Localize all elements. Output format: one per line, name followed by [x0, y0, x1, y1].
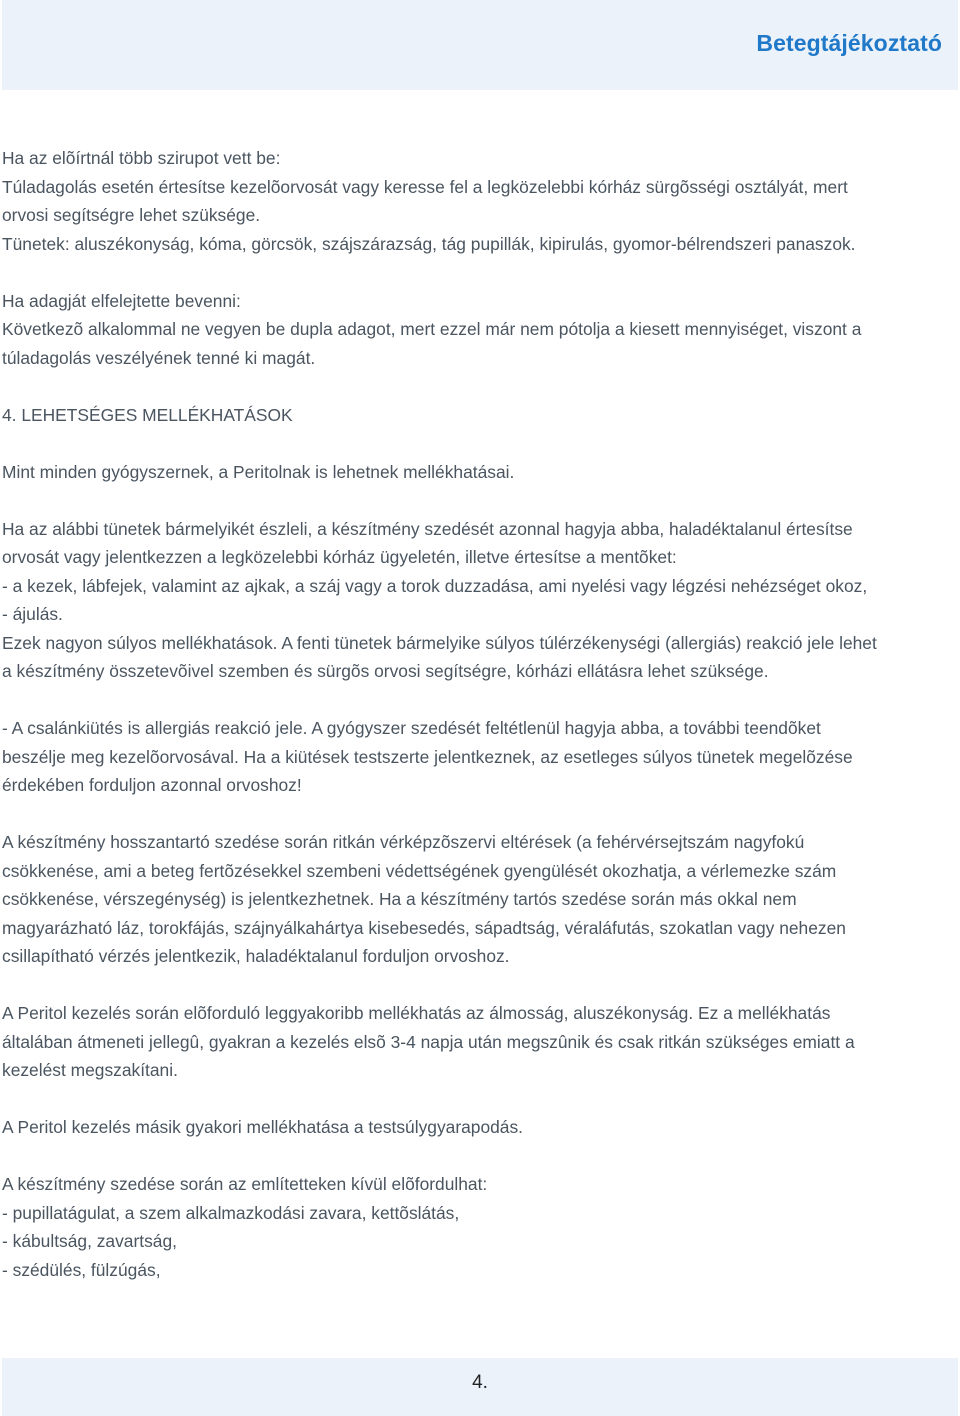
text-line: - a kezek, lábfejek, valamint az ajkak, a száj vagy a torok duzzadása, ami nyelési vagy légzési nehézséget okoz,: [2, 575, 868, 596]
text-line: A Peritol kezelés másik gyakori mellékhatása a testsúlygyarapodás.: [2, 1117, 524, 1137]
paragraph-gap: [2, 372, 960, 401]
text-line: 4. LEHETSÉGES MELLÉKHATÁSOK: [2, 404, 293, 425]
paragraph-gap: [2, 258, 960, 287]
text-line: csökkenése, vérszegénység) is jelentkezhetnek. Ha a készítmény tartós szedése során más okkal nem: [2, 889, 797, 909]
text-line: Ezek nagyon súlyos mellékhatások. A fenti tünetek bármelyike súlyos túlérzékenységi (allergiás) reakció jele lehet: [2, 632, 877, 653]
text-line: - szédülés, fülzúgás,: [2, 1259, 161, 1280]
text-line: Mint minden gyógyszernek, a Peritolnak is lehetnek mellékhatásai.: [2, 461, 515, 482]
text-line: - ájulás.: [2, 604, 63, 624]
document-body: [2, 144, 960, 1284]
text-line: orvosát vagy jelentkezzen a legközelebbi kórház ügyeletén, illetve értesítse a mentõket:: [2, 547, 677, 567]
text-line: általában átmeneti jellegû, gyakran a kezelés elsõ 3-4 napja után megszûnik és csak ritkán szükséges emiatt a: [2, 1031, 855, 1052]
text-line: érdekében forduljon azonnal orvoshoz!: [2, 775, 302, 795]
paragraph-gap: [2, 1085, 960, 1114]
text-line: Túladagolás esetén értesítse kezelõorvosát vagy keresse fel a legközelebbi kórház sürgõsségi osztályát, mert: [2, 176, 848, 197]
text-line: Ha az alábbi tünetek bármelyikét észleli, a készítmény szedését azonnal hagyja abba, haladéktalanul értesítse: [2, 518, 853, 539]
paragraph: [2, 828, 960, 971]
paragraph-gap: [2, 429, 960, 458]
text-line: A Peritol kezelés során elõforduló leggyakoribb mellékhatás az álmosság, aluszékonyság. Ez a mellékhatás: [2, 1003, 831, 1023]
text-line: orvosi segítségre lehet szüksége.: [2, 205, 261, 225]
text-line: csillapítható vérzés jelentkezik, haladéktalanul forduljon orvoshoz.: [2, 946, 510, 966]
text-line: Következõ alkalommal ne vegyen be dupla adagot, mert ezzel már nem pótolja a kiesett mennyiséget, viszont a: [2, 319, 862, 339]
paragraph-gap: [2, 486, 960, 515]
text-line: - A csalánkiütés is allergiás reakció jele. A gyógyszer szedését feltétlenül hagyja abba, a további teendõket: [2, 718, 821, 738]
page-header: [2, 0, 958, 90]
paragraph-gap: [2, 1142, 960, 1171]
text-line: beszélje meg kezelõorvosával. Ha a kiütések testszerte jelentkeznek, az esetleges súlyos tünetek megelõzése: [2, 746, 853, 767]
paragraph-gap: [2, 971, 960, 1000]
paragraph-gap: [2, 800, 960, 829]
text-line: Ha az elõírtnál több szirupot vett be:: [2, 148, 281, 168]
text-line: csökkenése, ami a beteg fertõzésekkel szembeni védettségének gyengülését okozhatja, a vérlemezke szám: [2, 860, 837, 881]
text-line: - pupillatágulat, a szem alkalmazkodási zavara, kettõslátás,: [2, 1202, 460, 1223]
paragraph: [2, 144, 960, 258]
text-line: magyarázható láz, torokfájás, szájnyálkahártya kisebesedés, sápadtság, véraláfutás, szokatlan vagy nehezen: [2, 917, 846, 938]
paragraph: [2, 714, 960, 800]
page-footer: [2, 1358, 958, 1416]
paragraph: [2, 287, 960, 373]
paragraph: [2, 515, 960, 686]
paragraph-gap: [2, 686, 960, 715]
paragraph: [2, 1113, 960, 1142]
text-line: A készítmény szedése során az említetteken kívül elõfordulhat:: [2, 1174, 488, 1194]
text-line: kezelést megszakítani.: [2, 1060, 178, 1080]
text-line: Tünetek: aluszékonyság, kóma, görcsök, szájszárazság, tág pupillák, kipirulás, gyomor-bélrendszeri panaszok.: [2, 233, 856, 254]
section-heading: [2, 401, 960, 430]
text-line: túladagolás veszélyének tenné ki magát.: [2, 347, 316, 368]
text-line: A készítmény hosszantartó szedése során ritkán vérképzõszervi eltérések (a fehérvérsejtszám nagyfokú: [2, 832, 805, 852]
text-line: a készítmény összetevõivel szemben és sürgõs orvosi segítségre, kórházi ellátásra lehet szüksége.: [2, 661, 769, 681]
text-line: - kábultság, zavartság,: [2, 1231, 177, 1251]
paragraph: [2, 1170, 960, 1284]
page-number: 4.: [472, 1372, 488, 1393]
text-line: Ha adagját elfelejtette bevenni:: [2, 290, 241, 311]
paragraph: [2, 999, 960, 1085]
paragraph: [2, 458, 960, 487]
document-title: Betegtájékoztató: [756, 30, 942, 56]
